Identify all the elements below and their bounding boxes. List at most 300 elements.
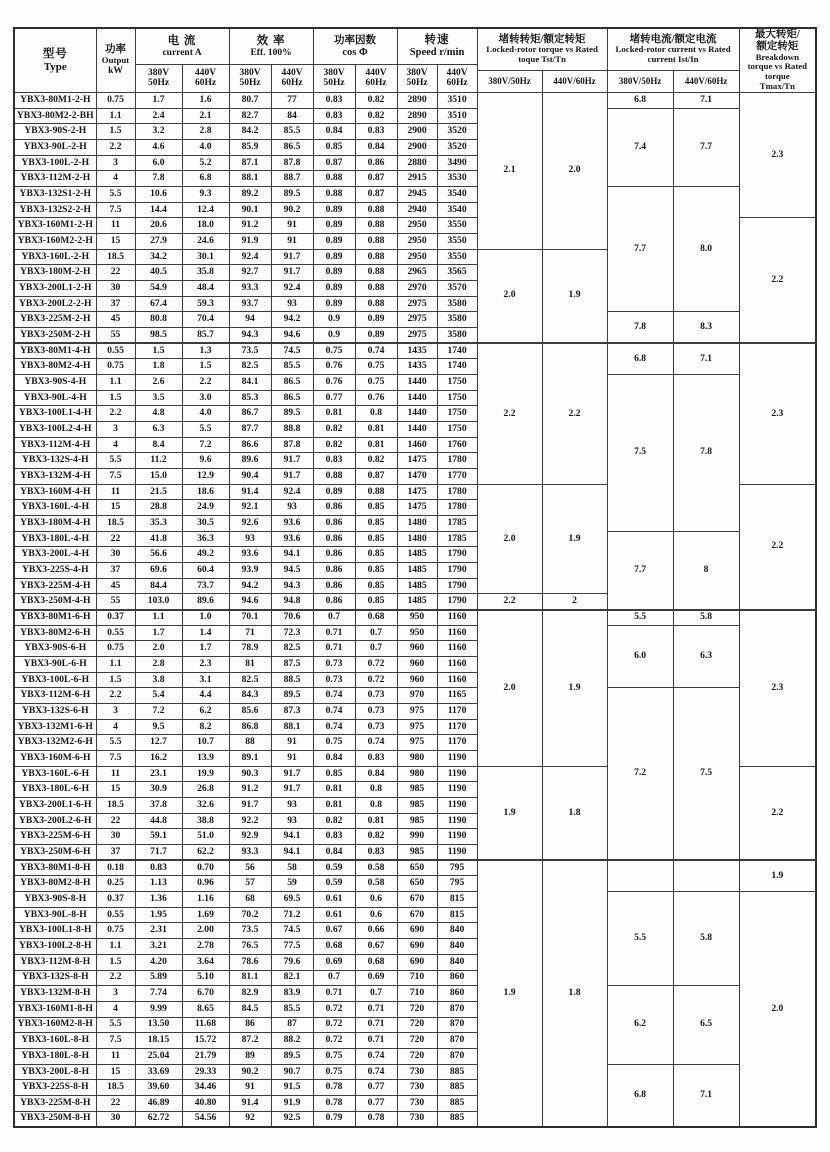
current-header-en: current A xyxy=(162,47,202,58)
cell-eff-380: 89.1 xyxy=(229,751,271,767)
cell-type: YBX3-132S2-2-H xyxy=(14,202,96,218)
cell-cos-440: 0.82 xyxy=(355,829,397,845)
cell-speed-440: 1190 xyxy=(437,766,477,782)
efficiency-header-zh: 效 率 xyxy=(256,34,286,47)
cell-cos-380: 0.79 xyxy=(313,1111,355,1127)
cell-current-440: 5.10 xyxy=(182,970,229,986)
cell-speed-440: 870 xyxy=(437,1017,477,1033)
cell-cos-440: 0.85 xyxy=(355,594,397,610)
type-header-en: Type xyxy=(43,60,67,73)
cell-type: YBX3-132S-4-H xyxy=(14,453,96,469)
cell-speed-440: 1190 xyxy=(437,845,477,861)
cell-output-kw: 45 xyxy=(96,578,135,594)
cell-speed-440: 1790 xyxy=(437,594,477,610)
cell-eff-380: 86.6 xyxy=(229,437,271,453)
cell-eff-380: 78.9 xyxy=(229,641,271,657)
cell-tmax: 2.3 xyxy=(739,92,816,217)
cell-eff-440: 82.1 xyxy=(271,970,313,986)
cell-cos-440: 0.87 xyxy=(355,186,397,202)
cell-cos-440: 0.7 xyxy=(355,986,397,1002)
cell-type: YBX3-180M-2-H xyxy=(14,265,96,281)
cell-speed-380: 2940 xyxy=(397,202,437,218)
cell-eff-440: 93 xyxy=(271,813,313,829)
cell-speed-380: 1435 xyxy=(397,359,437,375)
breakdown-header-zh1: 最大转矩/ xyxy=(754,29,800,40)
cell-eff-440: 94.1 xyxy=(271,829,313,845)
cell-current-440: 3.64 xyxy=(182,954,229,970)
cell-speed-440: 840 xyxy=(437,923,477,939)
cell-cos-380: 0.72 xyxy=(313,1033,355,1049)
cell-cos-440: 0.8 xyxy=(355,782,397,798)
cell-eff-380: 88 xyxy=(229,735,271,751)
cell-cos-440: 0.88 xyxy=(355,296,397,312)
cell-speed-440: 1780 xyxy=(437,500,477,516)
cell-current-380: 0.83 xyxy=(135,860,182,876)
cell-cos-440: 0.71 xyxy=(355,1001,397,1017)
cell-speed-440: 1170 xyxy=(437,719,477,735)
cell-ist-380: 6.2 xyxy=(607,986,673,1064)
cell-current-440: 1.6 xyxy=(182,92,229,108)
cell-speed-380: 1440 xyxy=(397,421,437,437)
cell-current-440: 13.9 xyxy=(182,751,229,767)
cell-speed-440: 1785 xyxy=(437,531,477,547)
cell-cos-440: 0.75 xyxy=(355,359,397,375)
cell-output-kw: 4 xyxy=(96,719,135,735)
cell-eff-380: 88.1 xyxy=(229,171,271,187)
cell-eff-440: 85.5 xyxy=(271,1001,313,1017)
cell-speed-440: 1750 xyxy=(437,374,477,390)
col-header-lr-current xyxy=(607,28,739,70)
cell-speed-440: 3510 xyxy=(437,92,477,108)
cell-eff-380: 92.1 xyxy=(229,500,271,516)
cell-cos-440: 0.89 xyxy=(355,312,397,328)
cell-current-380: 1.13 xyxy=(135,876,182,892)
cell-current-440: 24.9 xyxy=(182,500,229,516)
cell-cos-380: 0.86 xyxy=(313,500,355,516)
cell-output-kw: 1.5 xyxy=(96,390,135,406)
cell-speed-440: 885 xyxy=(437,1111,477,1127)
cell-ist-440: 6.3 xyxy=(673,625,739,688)
cell-speed-380: 1480 xyxy=(397,516,437,532)
cell-output-kw: 2.2 xyxy=(96,970,135,986)
cell-tmax: 2.2 xyxy=(739,218,816,343)
cell-output-kw: 7.5 xyxy=(96,751,135,767)
cell-tst-380: 2.0 xyxy=(477,249,542,343)
cell-current-440: 15.72 xyxy=(182,1033,229,1049)
cell-speed-380: 720 xyxy=(397,1048,437,1064)
cell-speed-380: 2880 xyxy=(397,155,437,171)
cell-eff-440: 89.5 xyxy=(271,688,313,704)
table-row xyxy=(14,186,816,202)
cell-current-440: 2.00 xyxy=(182,923,229,939)
cell-cos-380: 0.88 xyxy=(313,469,355,485)
cell-speed-380: 990 xyxy=(397,829,437,845)
cell-current-440: 11.68 xyxy=(182,1017,229,1033)
cell-eff-380: 76.5 xyxy=(229,939,271,955)
cell-cos-380: 0.89 xyxy=(313,484,355,500)
cell-eff-440: 77 xyxy=(271,92,313,108)
cell-type: YBX3-90L-2-H xyxy=(14,139,96,155)
cell-output-kw: 37 xyxy=(96,845,135,861)
cell-eff-440: 88.2 xyxy=(271,1033,313,1049)
table-row xyxy=(14,1064,816,1080)
cell-output-kw: 2.2 xyxy=(96,406,135,422)
cell-speed-440: 860 xyxy=(437,986,477,1002)
cell-current-440: 30.5 xyxy=(182,516,229,532)
cell-current-380: 2.6 xyxy=(135,374,182,390)
cell-tmax: 1.9 xyxy=(739,860,816,891)
cell-eff-440: 91 xyxy=(271,735,313,751)
cell-cos-380: 0.75 xyxy=(313,735,355,751)
cell-speed-440: 1790 xyxy=(437,547,477,563)
cell-current-440: 35.8 xyxy=(182,265,229,281)
table-row xyxy=(14,343,816,359)
cell-speed-440: 3580 xyxy=(437,327,477,343)
cell-current-380: 39.60 xyxy=(135,1080,182,1096)
cell-output-kw: 0.55 xyxy=(96,907,135,923)
cell-eff-380: 86.7 xyxy=(229,406,271,422)
cell-current-440: 2.1 xyxy=(182,108,229,124)
cell-eff-440: 93 xyxy=(271,500,313,516)
subheader-current-440: 440V 60Hz xyxy=(182,65,229,93)
cell-cos-440: 0.87 xyxy=(355,171,397,187)
cell-speed-440: 1190 xyxy=(437,829,477,845)
cell-speed-440: 3565 xyxy=(437,265,477,281)
cell-speed-380: 975 xyxy=(397,704,437,720)
cell-speed-380: 2950 xyxy=(397,249,437,265)
cell-speed-440: 870 xyxy=(437,1033,477,1049)
cell-ist-380: 7.2 xyxy=(607,688,673,860)
cell-cos-440: 0.72 xyxy=(355,657,397,673)
cell-output-kw: 18.5 xyxy=(96,798,135,814)
cell-current-380: 7.74 xyxy=(135,986,182,1002)
cell-output-kw: 7.5 xyxy=(96,202,135,218)
cell-eff-440: 91.7 xyxy=(271,766,313,782)
cell-current-380: 3.21 xyxy=(135,939,182,955)
cell-tmax: 2.2 xyxy=(739,484,816,609)
cell-ist-380: 7.5 xyxy=(607,374,673,531)
cell-eff-440: 79.6 xyxy=(271,954,313,970)
cell-speed-380: 670 xyxy=(397,892,437,908)
cell-type: YBX3-180M-4-H xyxy=(14,516,96,532)
cell-current-380: 3.5 xyxy=(135,390,182,406)
cell-eff-440: 91.7 xyxy=(271,469,313,485)
cell-current-380: 20.6 xyxy=(135,218,182,234)
cell-speed-440: 1740 xyxy=(437,359,477,375)
cell-eff-440: 92.4 xyxy=(271,280,313,296)
cell-type: YBX3-225M-2-H xyxy=(14,312,96,328)
cell-eff-380: 90.2 xyxy=(229,1064,271,1080)
cell-current-440: 7.2 xyxy=(182,437,229,453)
cell-speed-440: 3580 xyxy=(437,312,477,328)
cell-speed-380: 1475 xyxy=(397,500,437,516)
cell-cos-380: 0.89 xyxy=(313,202,355,218)
cell-speed-380: 1470 xyxy=(397,469,437,485)
cell-eff-440: 88.5 xyxy=(271,672,313,688)
cell-speed-440: 1790 xyxy=(437,563,477,579)
cell-cos-380: 0.86 xyxy=(313,563,355,579)
cell-cos-440: 0.85 xyxy=(355,547,397,563)
cell-type: YBX3-225S-4-H xyxy=(14,563,96,579)
cell-ist-440: 7.7 xyxy=(673,108,739,186)
cell-speed-380: 960 xyxy=(397,672,437,688)
cell-speed-380: 2900 xyxy=(397,124,437,140)
cell-eff-440: 91 xyxy=(271,218,313,234)
cell-current-440: 32.6 xyxy=(182,798,229,814)
cell-type: YBX3-132S-6-H xyxy=(14,704,96,720)
cell-tst-440: 2.2 xyxy=(542,343,607,484)
col-header-current xyxy=(135,28,229,65)
cell-cos-440: 0.8 xyxy=(355,406,397,422)
cell-cos-380: 0.73 xyxy=(313,657,355,673)
cell-tst-440: 1.8 xyxy=(542,766,607,860)
cell-current-380: 5.4 xyxy=(135,688,182,704)
cell-eff-440: 87.8 xyxy=(271,437,313,453)
cell-current-380: 4.20 xyxy=(135,954,182,970)
cell-current-440: 70.4 xyxy=(182,312,229,328)
cell-current-380: 10.6 xyxy=(135,186,182,202)
cell-current-440: 19.9 xyxy=(182,766,229,782)
cell-cos-440: 0.82 xyxy=(355,92,397,108)
cell-output-kw: 5.5 xyxy=(96,735,135,751)
cell-eff-440: 94.2 xyxy=(271,312,313,328)
cell-type: YBX3-112M-6-H xyxy=(14,688,96,704)
cell-eff-440: 92.5 xyxy=(271,1111,313,1127)
cell-cos-440: 0.88 xyxy=(355,233,397,249)
cell-type: YBX3-112M-4-H xyxy=(14,437,96,453)
cell-eff-440: 94.1 xyxy=(271,845,313,861)
cell-speed-380: 720 xyxy=(397,1001,437,1017)
cell-type: YBX3-80M2-2-BH xyxy=(14,108,96,124)
cell-cos-440: 0.66 xyxy=(355,923,397,939)
cell-type: YBX3-100L-6-H xyxy=(14,672,96,688)
cell-cos-440: 0.88 xyxy=(355,265,397,281)
cell-cos-380: 0.75 xyxy=(313,343,355,359)
cell-eff-380: 90.1 xyxy=(229,202,271,218)
cell-output-kw: 11 xyxy=(96,218,135,234)
subheader-speed-380: 380V 50Hz xyxy=(397,65,437,93)
cell-output-kw: 22 xyxy=(96,813,135,829)
cell-eff-440: 74.5 xyxy=(271,343,313,359)
cell-speed-440: 870 xyxy=(437,1048,477,1064)
cell-eff-440: 89.5 xyxy=(271,1048,313,1064)
cell-cos-440: 0.85 xyxy=(355,516,397,532)
col-header-efficiency xyxy=(229,28,313,65)
cell-speed-440: 1165 xyxy=(437,688,477,704)
cell-eff-440: 87 xyxy=(271,1017,313,1033)
cell-current-380: 59.1 xyxy=(135,829,182,845)
cell-current-440: 85.7 xyxy=(182,327,229,343)
cell-speed-440: 1750 xyxy=(437,421,477,437)
cell-cos-380: 0.82 xyxy=(313,813,355,829)
cell-speed-440: 1790 xyxy=(437,578,477,594)
cell-current-440: 4.0 xyxy=(182,139,229,155)
cell-output-kw: 37 xyxy=(96,296,135,312)
cell-speed-380: 1440 xyxy=(397,374,437,390)
cell-speed-380: 670 xyxy=(397,907,437,923)
cell-output-kw: 0.55 xyxy=(96,343,135,359)
subheader-cos-440: 440V 60Hz xyxy=(355,65,397,93)
cell-eff-380: 91 xyxy=(229,1080,271,1096)
cell-current-380: 6.3 xyxy=(135,421,182,437)
cell-eff-380: 92 xyxy=(229,1111,271,1127)
cell-tst-440: 1.9 xyxy=(542,610,607,767)
cell-speed-380: 730 xyxy=(397,1095,437,1111)
cell-eff-380: 57 xyxy=(229,876,271,892)
cell-output-kw: 3 xyxy=(96,421,135,437)
cell-eff-380: 93.7 xyxy=(229,296,271,312)
cell-eff-440: 86.5 xyxy=(271,374,313,390)
cell-cos-380: 0.72 xyxy=(313,1001,355,1017)
cell-speed-440: 3580 xyxy=(437,296,477,312)
cell-cos-380: 0.59 xyxy=(313,876,355,892)
cell-eff-380: 93.3 xyxy=(229,280,271,296)
cell-output-kw: 18.5 xyxy=(96,1080,135,1096)
cell-speed-380: 1485 xyxy=(397,547,437,563)
cell-eff-440: 74.5 xyxy=(271,923,313,939)
cell-cos-380: 0.86 xyxy=(313,578,355,594)
cell-cos-440: 0.85 xyxy=(355,500,397,516)
table-header xyxy=(14,28,816,92)
cell-speed-440: 1740 xyxy=(437,343,477,359)
cell-eff-380: 84.3 xyxy=(229,688,271,704)
cell-tst-380: 2.2 xyxy=(477,594,542,610)
cell-eff-440: 91 xyxy=(271,233,313,249)
cell-ist-380: 5.5 xyxy=(607,892,673,986)
lr-torque-header-en2: toque Tst/Tn xyxy=(518,54,566,65)
cell-eff-380: 82.9 xyxy=(229,986,271,1002)
cell-output-kw: 2.2 xyxy=(96,688,135,704)
cell-cos-380: 0.89 xyxy=(313,280,355,296)
cell-type: YBX3-250M-2-H xyxy=(14,327,96,343)
current-header-zh: 电 流 xyxy=(167,34,197,47)
cell-output-kw: 4 xyxy=(96,437,135,453)
cell-eff-380: 73.5 xyxy=(229,923,271,939)
speed-header-zh: 转速 xyxy=(424,34,450,47)
cell-type: YBX3-180L-6-H xyxy=(14,782,96,798)
cell-eff-440: 89.5 xyxy=(271,186,313,202)
cell-cos-380: 0.82 xyxy=(313,421,355,437)
cell-ist-380: 6.8 xyxy=(607,1064,673,1127)
cell-output-kw: 45 xyxy=(96,312,135,328)
cell-eff-380: 85.3 xyxy=(229,390,271,406)
cell-current-440: 60.4 xyxy=(182,563,229,579)
cell-eff-440: 69.5 xyxy=(271,892,313,908)
cell-speed-440: 840 xyxy=(437,939,477,955)
subheader-ist-380: 380V/50Hz xyxy=(607,70,673,92)
cell-speed-380: 720 xyxy=(397,1017,437,1033)
cell-type: YBX3-100L1-4-H xyxy=(14,406,96,422)
cell-cos-440: 0.82 xyxy=(355,108,397,124)
cell-tmax: 2.3 xyxy=(739,610,816,767)
cell-speed-380: 2915 xyxy=(397,171,437,187)
cell-speed-440: 885 xyxy=(437,1064,477,1080)
cell-eff-380: 93.9 xyxy=(229,563,271,579)
cell-cos-440: 0.73 xyxy=(355,719,397,735)
cell-cos-380: 0.75 xyxy=(313,1048,355,1064)
cell-cos-380: 0.82 xyxy=(313,437,355,453)
cell-output-kw: 30 xyxy=(96,280,135,296)
cell-type: YBX3-100L2-4-H xyxy=(14,421,96,437)
cell-ist-440: 6.5 xyxy=(673,986,739,1064)
cell-current-440: 6.2 xyxy=(182,704,229,720)
cell-current-380: 5.89 xyxy=(135,970,182,986)
cell-output-kw: 18.5 xyxy=(96,249,135,265)
cell-eff-440: 77.5 xyxy=(271,939,313,955)
cell-eff-440: 91.5 xyxy=(271,1080,313,1096)
cell-cos-380: 0.71 xyxy=(313,625,355,641)
cell-eff-440: 70.6 xyxy=(271,610,313,626)
cell-ist-380: 5.5 xyxy=(607,610,673,626)
cell-current-380: 56.6 xyxy=(135,547,182,563)
cell-current-440: 2.8 xyxy=(182,124,229,140)
efficiency-header-en: Eff. 100% xyxy=(250,47,292,58)
cell-output-kw: 30 xyxy=(96,547,135,563)
cell-cos-380: 0.84 xyxy=(313,751,355,767)
cell-speed-380: 730 xyxy=(397,1111,437,1127)
cell-ist-380: 6.0 xyxy=(607,625,673,688)
table-body xyxy=(14,92,816,1126)
cell-eff-380: 94.3 xyxy=(229,327,271,343)
cell-output-kw: 5.5 xyxy=(96,1017,135,1033)
cell-cos-440: 0.81 xyxy=(355,421,397,437)
cell-speed-380: 1485 xyxy=(397,594,437,610)
cell-speed-440: 1780 xyxy=(437,484,477,500)
cell-speed-380: 980 xyxy=(397,766,437,782)
cell-current-380: 9.5 xyxy=(135,719,182,735)
cell-type: YBX3-90S-4-H xyxy=(14,374,96,390)
cell-cos-440: 0.88 xyxy=(355,484,397,500)
cell-type: YBX3-250M-8-H xyxy=(14,1111,96,1127)
cell-current-440: 18.0 xyxy=(182,218,229,234)
cell-cos-380: 0.81 xyxy=(313,798,355,814)
cell-cos-380: 0.7 xyxy=(313,610,355,626)
cell-cos-380: 0.76 xyxy=(313,359,355,375)
cell-ist-380: 7.4 xyxy=(607,108,673,186)
cell-cos-380: 0.75 xyxy=(313,1064,355,1080)
cell-cos-380: 0.74 xyxy=(313,704,355,720)
cell-speed-440: 1160 xyxy=(437,641,477,657)
cell-type: YBX3-160L-6-H xyxy=(14,766,96,782)
lr-torque-header-en1: Locked-rotor torque vs Rated xyxy=(486,44,598,55)
cell-speed-380: 2970 xyxy=(397,280,437,296)
cell-eff-440: 86.5 xyxy=(271,390,313,406)
table-row xyxy=(14,92,816,108)
cell-cos-380: 0.85 xyxy=(313,139,355,155)
cell-cos-440: 0.85 xyxy=(355,563,397,579)
cell-current-440: 2.3 xyxy=(182,657,229,673)
cell-eff-380: 94.2 xyxy=(229,578,271,594)
cell-eff-380: 90.4 xyxy=(229,469,271,485)
cell-current-380: 16.2 xyxy=(135,751,182,767)
cell-speed-380: 2890 xyxy=(397,108,437,124)
cell-current-380: 15.0 xyxy=(135,469,182,485)
col-header-speed xyxy=(397,28,477,65)
cell-current-440: 2.78 xyxy=(182,939,229,955)
cell-speed-440: 885 xyxy=(437,1080,477,1096)
cell-cos-380: 0.83 xyxy=(313,453,355,469)
cell-cos-440: 0.68 xyxy=(355,954,397,970)
cell-cos-440: 0.74 xyxy=(355,343,397,359)
type-header-zh: 型号 xyxy=(42,47,68,60)
cell-speed-380: 720 xyxy=(397,1033,437,1049)
cell-output-kw: 1.5 xyxy=(96,954,135,970)
cell-type: YBX3-132M-8-H xyxy=(14,986,96,1002)
subheader-ist-440: 440V/60Hz xyxy=(673,70,739,92)
cell-ist-440: 8.3 xyxy=(673,312,739,343)
cell-speed-380: 1480 xyxy=(397,531,437,547)
cell-eff-380: 94 xyxy=(229,312,271,328)
